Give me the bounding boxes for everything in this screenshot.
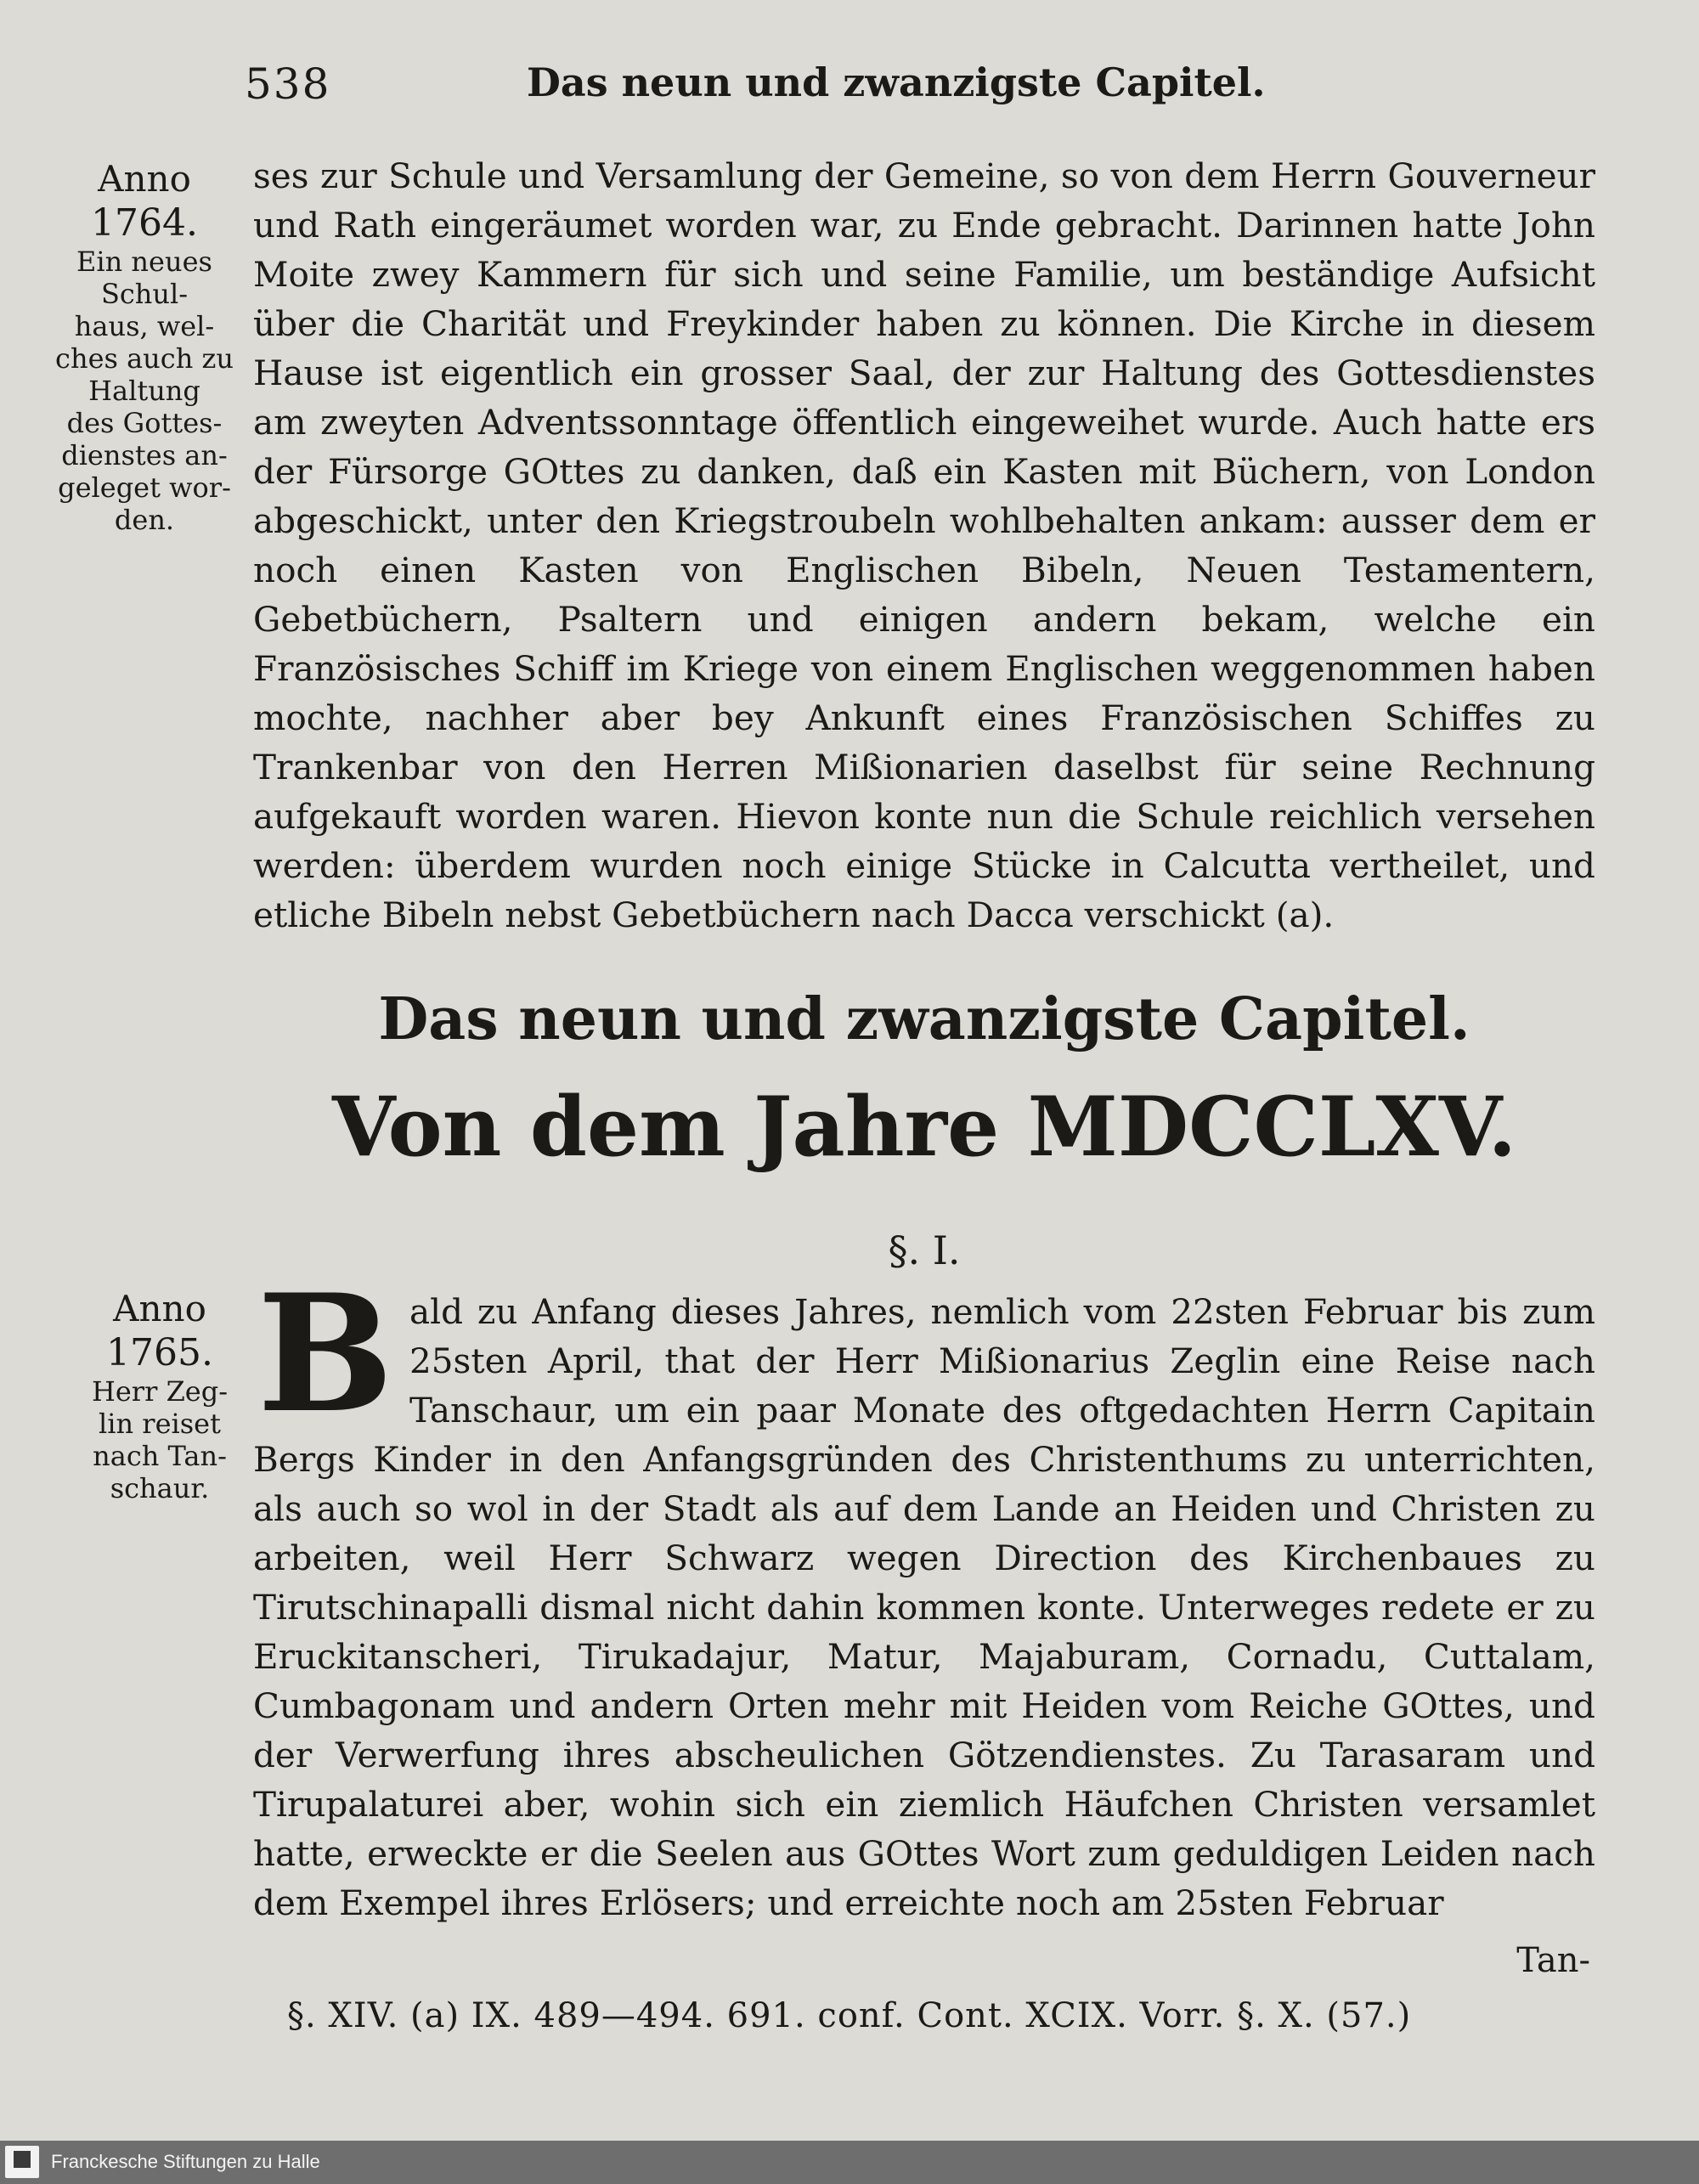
margin-note-line: ches auch zu [55, 342, 234, 375]
institution-logo-icon [5, 2146, 39, 2178]
margin-note-line: Ein neues [76, 245, 212, 278]
margin-note-line: Herr Zeg- [91, 1375, 229, 1408]
running-head [0, 59, 1699, 119]
margin-note-year: 1765. [106, 1331, 213, 1374]
footnote: §. XIV. (a) IX. 489—494. 691. conf. Cont. XCIX. Vorr. §. X. (57.) [287, 1996, 1412, 2035]
margin-note-1764 [51, 157, 238, 536]
margin-note-line: nach Tan- [93, 1440, 227, 1472]
section-mark: §. I. [888, 1227, 961, 1273]
chapter-title: Das neun und zwanzigste Capitel. [378, 985, 1470, 1053]
margin-note-1765 [66, 1287, 253, 1504]
chapter-year-heading: Von dem Jahre MDCCLXV. [331, 1079, 1517, 1175]
drop-cap: B [257, 1259, 394, 1448]
margin-note-line: den. [114, 504, 175, 536]
margin-note-line: geleget wor- [58, 471, 231, 504]
paragraph-2 [253, 1259, 1595, 1927]
margin-note-line: schaur. [110, 1472, 210, 1504]
margin-note-line: des Gottes- [66, 407, 223, 439]
footer-bar [0, 2141, 1699, 2184]
paragraph-2-text: ald zu Anfang dieses Jahres, nemlich vom 22sten Februar bis zum 25sten April, that der Herr Mißionarius Zeglin eine Reise nach Tanschaur, um ein paar Monate des oftgedachten Herrn Capitain Bergs Kinder in den Anfangsgründen des Christenthums zu unterrichten, als auch so wol in der Stadt als auf dem Lande an Heiden und Christen zu arbeiten, weil Herr Schwarz wegen Direction des Kirchenbaues zu Tirutschinapalli dismal nicht dahin kommen konte. Unterweges redete er zu Eruckitanscheri, Tirukadajur, Matur, Majaburam, Cornadu, Cuttalam, Cumbagonam und andern Orten mehr mit Heiden vom Reiche GOttes, und der Verwerfung ihres abscheulichen Götzendienstes. Zu Tarasaram und Tirupalaturei aber, wohin sich ein ziemlich Häufchen Christen versamlet hatte, erweckte er die Seelen aus GOttes Wort zum geduldigen Leiden nach dem Exempel ihres Erlösers; und erreichte noch am 25sten Februar [253, 1291, 1595, 1923]
margin-note-line: haus, wel- [74, 310, 215, 342]
catchword: Tan- [1516, 1941, 1590, 1980]
margin-note-anno-label: Anno [98, 158, 191, 200]
margin-note-line: lin reiset [99, 1408, 221, 1440]
page-number: 538 [245, 59, 331, 109]
paragraph-1: ses zur Schule und Versamlung der Gemeine, so von dem Herrn Gouverneur und Rath eingeräumet worden war, zu Ende gebracht. Darinnen hatte John Moite zwey Kammern für sich und seine Familie, um beständige Aufsicht über die Charität und Freykinder haben zu können. Die Kirche in diesem Hause ist eigentlich ein grosser Saal, der zur Haltung des Gottesdienstes am zweyten Adventssonntage öffentlich eingeweihet wurde. Auch hatte ers der Fürsorge GOttes zu danken, daß ein Kasten mit Büchern, von London abgeschickt, unter den Kriegstroubeln wohlbehalten ankam: ausser dem er noch einen Kasten von Englischen Bibeln, Neuen Testamentern, Gebetbüchern, Psaltern und einigen andern bekam, welche ein Französisches Schiff im Kriege von einem Englischen weggenommen haben mochte, nachher aber bey Ankunft eines Französischen Schiffes zu Trankenbar von den Herren Mißionarien daselbst für seine Rechnung aufgekauft worden waren. Hievon konte nun die Schule reichlich versehen werden: überdem wurden noch einige Stücke in Calcutta vertheilet, und etliche Bibeln nebst Gebetbüchern nach Dacca verschickt (a). [253, 155, 1595, 935]
margin-note-line: Haltung [88, 375, 200, 407]
footer-institution: Franckesche Stiftungen zu Halle [51, 2151, 320, 2172]
running-title: Das neun und zwanzigste Capitel. [527, 59, 1266, 105]
margin-note-line: dienstes an- [61, 439, 228, 471]
margin-note-year: 1764. [91, 201, 198, 245]
margin-note-anno-label: Anno [113, 1288, 206, 1329]
margin-note-line: Schul- [100, 278, 189, 310]
